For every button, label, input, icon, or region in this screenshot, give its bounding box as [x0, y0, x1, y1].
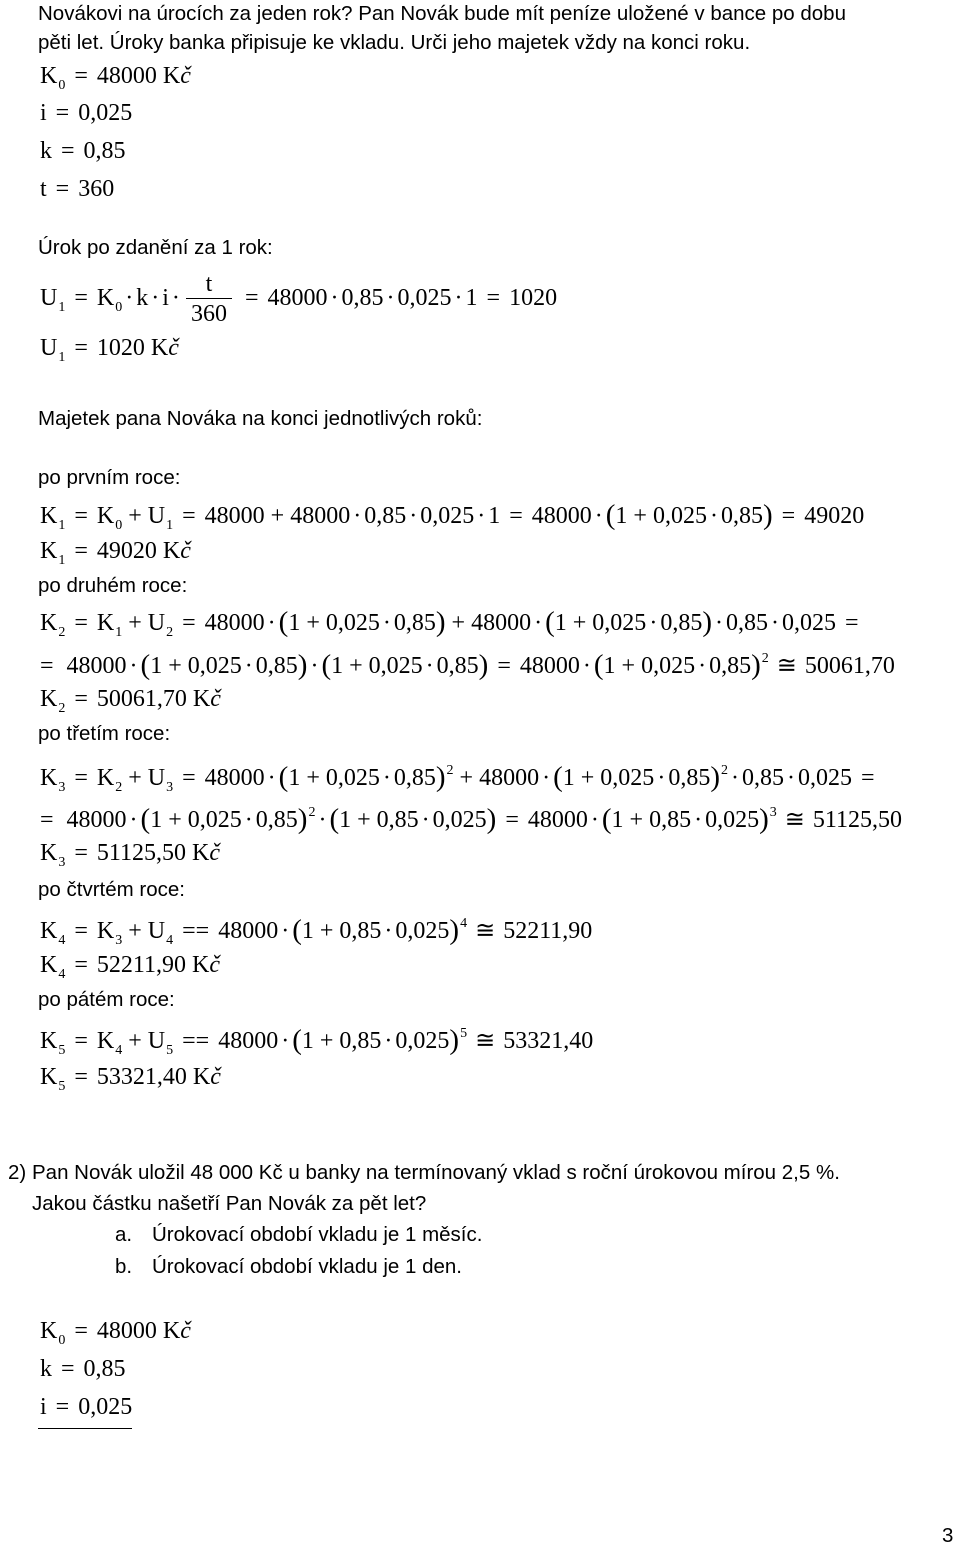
intro-line-1: Novákovi na úrocích za jeden rok? Pan Novák bude mít peníze uložené v bance po dobu: [38, 2, 846, 25]
given-k0: $K_0 = 48000$ Kč: [40, 63, 191, 93]
given2-k0: $K_0 = 48000$ Kč: [40, 1318, 191, 1348]
task2-line-1: Pan Novák uložil 48 000 Kč u banky na termínovaný vklad s roční úrokovou mírou 2,5 %.: [32, 1161, 840, 1184]
task2-option-a-text: Úrokovací období vkladu je 1 měsíc.: [152, 1223, 483, 1246]
k3-formula-line2: = $48000 \cdot (1 + 0,025 \cdot 0,85)^2 \cdot (1 + 0,85 \cdot 0,025) = 48000 \cdot (1 + 0,85 \cdot 0,025)^3$ ≅ 51125,50: [40, 803, 902, 835]
given-k: k = 0,85: [40, 138, 126, 164]
given-i: i = 0,025: [40, 100, 133, 126]
k3-formula-line1: $K_3 = K_2 + U_3 = 48000 \cdot (1 + 0,025 \cdot 0,85)^2 + 48000 \cdot (1 + 0,025 \cdot 0,85)^2 \cdot 0,85 \cdot 0,025$ =: [40, 761, 875, 795]
u1-formula-right: = 48000 · 0,85 · 0,025 · 1 = 1020: [245, 285, 558, 311]
k1-result: $K_1 = 49020$ Kč: [40, 538, 191, 568]
given-t: t = 360: [40, 176, 115, 202]
underline-divider: [38, 1428, 132, 1429]
k2-formula-line2: = $48000 \cdot (1 + 0,025 \cdot 0,85) \cdot (1 + 0,025 \cdot 0,85) = 48000 \cdot (1 + 0,025 \cdot 0,85)^2$ ≅ 50061,70: [40, 649, 895, 681]
intro-line-2: pěti let. Úroky banka připisuje ke vkladu. Urči jeho majetek vždy na konci roku.: [38, 31, 751, 54]
heading-rok1: po prvním roce:: [38, 466, 181, 489]
u1-result: $U_1 = 1020$ Kč: [40, 335, 179, 365]
task2-option-b-label: b.: [115, 1255, 133, 1278]
heading-rok5: po pátém roce:: [38, 988, 175, 1011]
heading-majetek: Majetek pana Nováka na konci jednotlivých roků:: [38, 407, 483, 430]
k1-formula: $K_1 = K_0 + U_1 = 48000 + 48000 \cdot 0,85 \cdot 0,025 \cdot 1 = 48000 \cdot (1 + 0,025 \cdot 0,85) = 49020$: [40, 499, 865, 533]
given2-k: k = 0,85: [40, 1356, 126, 1382]
k2-result: $K_2 = 50061,70$ Kč: [40, 686, 221, 716]
page-number: 3: [942, 1524, 954, 1547]
k4-result: $K_4 = 52211,90$ Kč: [40, 952, 220, 982]
task2-number: 2): [8, 1161, 27, 1184]
u1-formula-left: $U_1 = K_0 \cdot k \cdot i$ ·: [40, 285, 180, 315]
k5-formula: $K_5 = K_4 + U_5 == 48000 \cdot (1 + 0,85 \cdot 0,025)^5$ ≅ 53321,40: [40, 1024, 594, 1058]
task2-line-2: Jakou částku našetří Pan Novák za pět let?: [32, 1192, 427, 1215]
fraction-t-360: $\frac{t}{360}$: [186, 270, 232, 327]
k4-formula: $K_4 = K_3 + U_4 == 48000 \cdot (1 + 0,85 \cdot 0,025)^4$ ≅ 52211,90: [40, 914, 593, 948]
given2-i: i = 0,025: [40, 1394, 133, 1420]
task2-option-a-label: a.: [115, 1223, 133, 1246]
heading-urok: Úrok po zdanění za 1 rok:: [38, 236, 273, 259]
heading-rok2: po druhém roce:: [38, 574, 188, 597]
k5-result: $K_5 = 53321,40$ Kč: [40, 1064, 221, 1094]
k3-result: $K_3 = 51125,50$ Kč: [40, 840, 220, 870]
heading-rok3: po třetím roce:: [38, 722, 171, 745]
task2-option-b-text: Úrokovací období vkladu je 1 den.: [152, 1255, 462, 1278]
k2-formula-line1: $K_2 = K_1 + U_2 = 48000 \cdot (1 + 0,025 \cdot 0,85) + 48000 \cdot (1 + 0,025 \cdot 0,85) \cdot 0,85 \cdot 0,025$ =: [40, 606, 859, 640]
heading-rok4: po čtvrtém roce:: [38, 878, 185, 901]
